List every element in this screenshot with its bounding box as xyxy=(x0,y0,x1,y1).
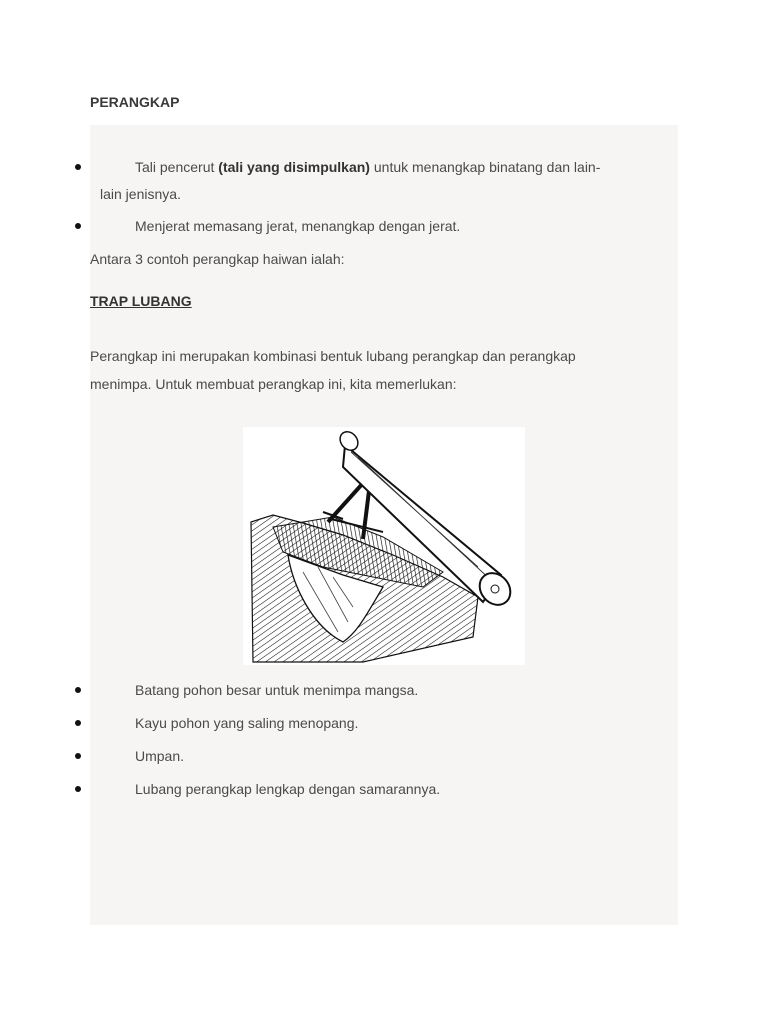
definition-bold: (tali yang disimpulkan) xyxy=(218,159,370,175)
definition-prefix: Tali pencerut xyxy=(135,159,219,175)
page-title: PERANGKAP xyxy=(90,94,180,110)
bullet-dot xyxy=(75,687,81,693)
definition-continuation: lain jenisnya. xyxy=(100,186,181,202)
bullet-dot xyxy=(75,753,81,759)
list-item: Lubang perangkap lengkap dengan samarannya. xyxy=(135,781,441,797)
paragraph-line-1: Perangkap ini merupakan kombinasi bentuk lubang perangkap dan perangkap xyxy=(90,348,576,364)
list-item: Kayu pohon yang saling menopang. xyxy=(135,715,359,731)
section-heading: TRAP LUBANG xyxy=(90,293,192,309)
bullet-dot xyxy=(75,164,81,170)
definition-line-2: Menjerat memasang jerat, menangkap dengan jerat. xyxy=(135,218,461,234)
definition-line-1 xyxy=(135,157,600,177)
paragraph-line-2: menimpa. Untuk membuat perangkap ini, kita memerlukan: xyxy=(90,376,457,392)
intro-text: Antara 3 contoh perangkap haiwan ialah: xyxy=(90,251,345,267)
bullet-dot xyxy=(75,720,81,726)
bullet-dot xyxy=(75,786,81,792)
list-item: Umpan. xyxy=(135,748,185,764)
log-pit-trap-illustration xyxy=(243,427,525,665)
list-item: Batang pohon besar untuk menimpa mangsa. xyxy=(135,682,419,698)
bullet-dot xyxy=(75,223,81,229)
definition-suffix: untuk menangkap binatang dan lain- xyxy=(369,159,601,175)
